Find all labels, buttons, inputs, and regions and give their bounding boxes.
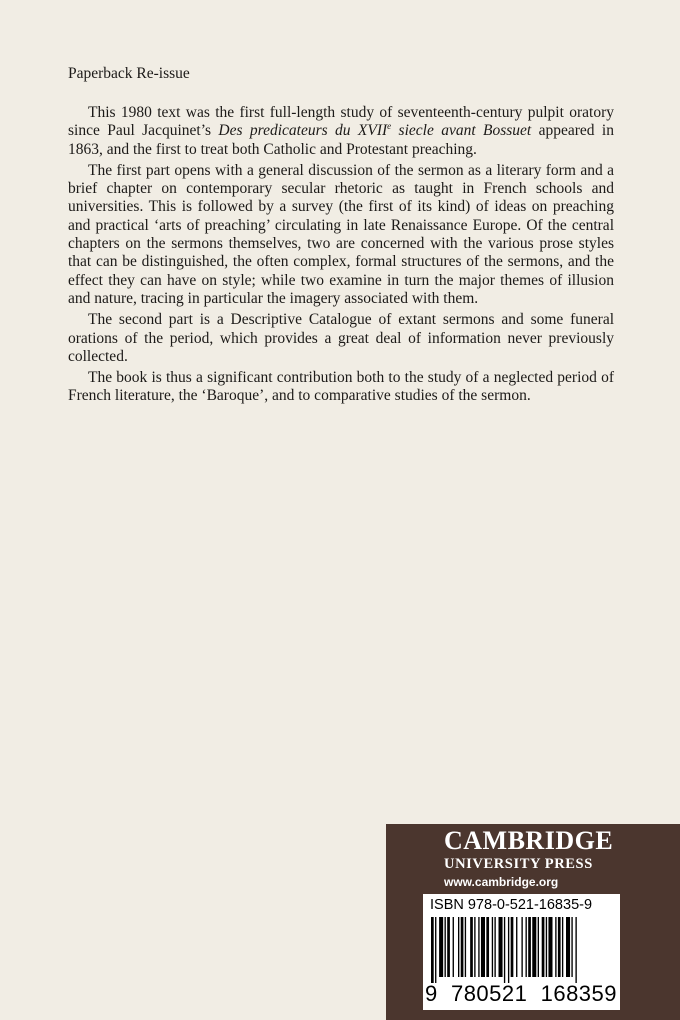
book-title-superscript: e xyxy=(387,121,392,132)
barcode-bar xyxy=(555,917,556,977)
publisher-url: www.cambridge.org xyxy=(444,875,559,889)
barcode-bar xyxy=(492,917,493,977)
barcode-bar xyxy=(575,917,576,983)
book-title-italic xyxy=(218,122,531,139)
barcode-icon xyxy=(429,917,615,983)
barcode-bar xyxy=(548,917,552,977)
barcode-bar xyxy=(445,917,446,977)
barcode-bar xyxy=(511,917,514,977)
barcode-bar xyxy=(481,917,485,977)
barcode-bar xyxy=(470,917,473,977)
barcode-digits: 9 780521 168359 xyxy=(425,981,618,1006)
barcode-bar xyxy=(562,917,563,977)
barcode-bar xyxy=(439,917,443,977)
barcode-bar xyxy=(508,917,509,983)
book-title-part: Des predicateurs du XVII xyxy=(218,122,388,140)
barcode-bar xyxy=(566,917,570,977)
barcode-bar xyxy=(538,917,539,977)
barcode-bar xyxy=(521,917,522,977)
barcode-bar xyxy=(435,917,436,983)
blurb-p1-text: This 1980 text was the first full-length study of seventeenth-century pulpit oratory since Paul Jacquinet’s xyxy=(68,104,614,140)
barcode-bar xyxy=(474,917,475,977)
blurb-paragraph-1 xyxy=(68,104,614,159)
barcode-bar xyxy=(558,917,561,977)
blurb-paragraph-3: The second part is a Descriptive Catalogue of extant sermons and some funeral orations of the period, which provides a great deal of information never previously collected. xyxy=(68,311,614,365)
blurb-paragraph-4: The book is thus a significant contribution both to the study of a neglected period of French literature, the ‘Baroque’, and to comparative studies of the sermon. xyxy=(68,369,614,405)
barcode-bar xyxy=(504,917,505,983)
barcode-bar xyxy=(516,917,517,977)
barcode-bar xyxy=(494,917,495,977)
publisher-subtitle: UNIVERSITY PRESS xyxy=(444,856,593,872)
barcode-bar xyxy=(458,917,459,977)
barcode-bar xyxy=(431,917,434,983)
barcode-bar xyxy=(532,917,536,977)
barcode-bar xyxy=(542,917,545,977)
blurb-body xyxy=(68,104,614,409)
book-title-rest: siecle avant Bossuet xyxy=(391,122,532,140)
barcode-bar xyxy=(465,917,466,977)
barcode-bar xyxy=(499,917,503,977)
barcode-bar xyxy=(453,917,454,977)
barcode-bar xyxy=(528,917,531,977)
barcode-bar xyxy=(546,917,547,977)
barcode-bar xyxy=(486,917,489,977)
barcode-bar xyxy=(571,917,572,977)
blurb-paragraph-2: The first part opens with a general discussion of the sermon as a literary form and a brief chapter on contemporary secular rhetoric as taught in French schools and universities. This is followed by a survey (the first of its kind) of ideas on preaching and practical ‘arts of preaching’ circulating in late Renaissance Europe. Of the central chapters on the sermons themselves, two are concerned with the various prose styles that can be distinguished, the often complex, formal structures of the sermons, and the effect they can have on style; while two examine in turn the major themes of illusion and nature, tracing in particular the imagery associated with them. xyxy=(68,161,614,307)
barcode-bar xyxy=(478,917,479,977)
publisher-name: CAMBRIDGE xyxy=(444,826,614,855)
publisher-panel xyxy=(386,824,680,1020)
isbn-label: ISBN 978-0-521-16835-9 xyxy=(430,897,593,913)
reissue-heading: Paperback Re-issue xyxy=(68,65,190,82)
barcode-bar xyxy=(526,917,527,977)
blurb-p1-text-end: appeared in 1863, and the first to treat both Catholic and Protestant preaching. xyxy=(68,122,614,158)
barcode-bar xyxy=(461,917,464,977)
barcode-bar xyxy=(447,917,450,977)
barcode-box xyxy=(423,894,620,1010)
